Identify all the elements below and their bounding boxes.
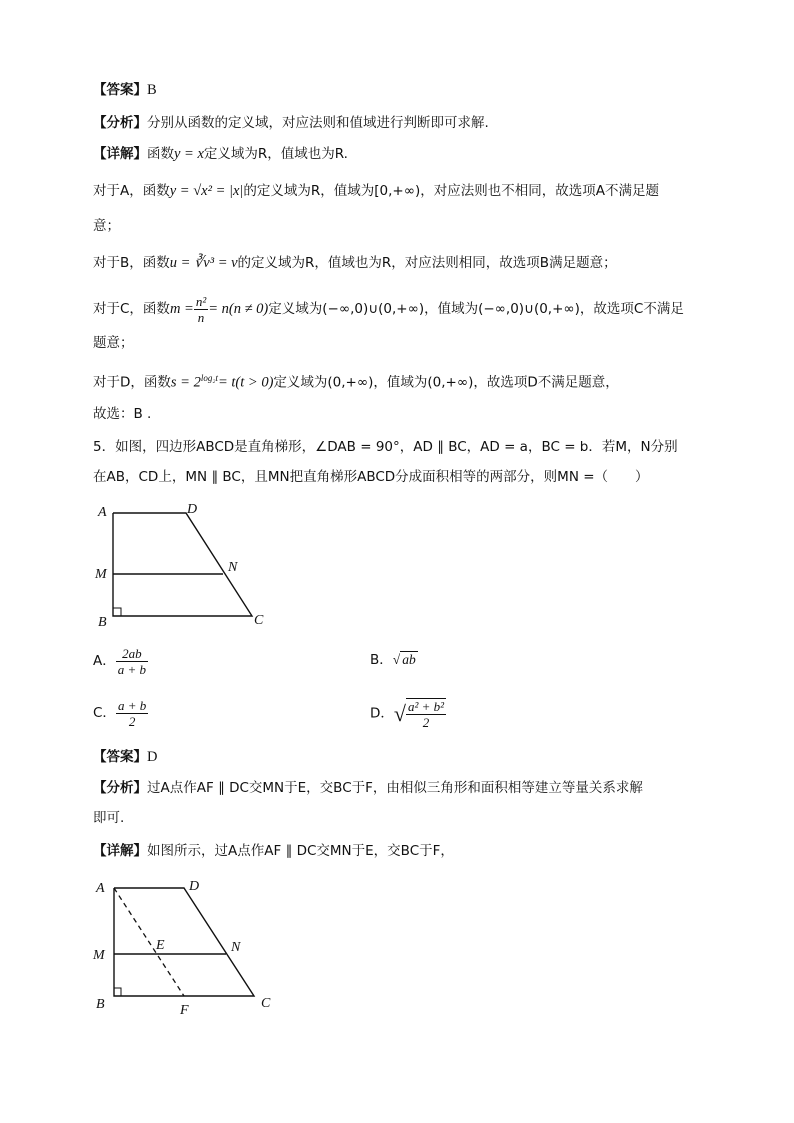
option-c-analysis (93, 292, 724, 326)
option-a-function: y = √x² = |x| (169, 183, 244, 199)
option-a (93, 645, 148, 677)
option-d-prefix: 对于D，函数 (93, 374, 171, 391)
option-b (370, 650, 418, 670)
option-c-denominator: n (197, 309, 205, 325)
choose-line-1 (93, 404, 724, 424)
answer-value: B (147, 82, 157, 98)
label-m-2: M (93, 948, 105, 963)
question-5-line-1 (93, 437, 724, 457)
option-d-numerator: a² + b² (407, 698, 445, 714)
answer-value-2: D (147, 749, 158, 765)
option-a-denominator: a + b (117, 661, 147, 677)
analysis-line-2-cont (93, 808, 724, 828)
option-c-continued (93, 333, 724, 353)
trapezoid-figure-2 (88, 872, 288, 1022)
option-b-conclusion: 的定义域为R，值域也为R，对应法则相同，故选项B满足题意； (237, 255, 617, 271)
option-a-numerator: 2ab (116, 646, 148, 662)
answer-line-2 (93, 747, 724, 767)
trapezoid-figure-1 (90, 498, 280, 633)
option-d-exponent: log₂t (200, 373, 218, 383)
option-d (370, 696, 446, 731)
label-m: M (95, 567, 107, 582)
question-5-text-1: 5．如图，四边形ABCD是直角梯形，∠DAB = 90°，AD ∥ BC，AD = a，BC = b．若M，N分别 (93, 439, 678, 455)
option-c-numerator: n² (195, 293, 207, 309)
question-5-line-2 (93, 467, 724, 487)
answer-tag: 【答案】 (93, 82, 147, 98)
option-d-function: s = 2 (170, 374, 201, 391)
analysis-text-2-cont: 即可. (93, 810, 125, 826)
option-a-conclusion: 的定义域为R，值域为[0,+∞)，对应法则也不相同，故选项A不满足题 (243, 183, 659, 199)
option-b-radicand: ab (402, 652, 416, 667)
option-c-label: C． (93, 705, 116, 721)
option-b-function: u = ∛v³ = v (169, 255, 238, 271)
label-b: B (98, 615, 107, 630)
option-c-fraction (194, 294, 208, 325)
option-d-function-rhs: = t(t > 0) (217, 374, 274, 391)
detail-text-b: 定义域为R，值域也为R. (203, 146, 348, 162)
option-c-numerator-choice: a + b (117, 697, 147, 713)
analysis-text: 分别从函数的定义域，对应法则和值域进行判断即可求解. (147, 115, 489, 131)
option-a-prefix: 对于A，函数 (93, 183, 170, 199)
option-a-label: A． (93, 653, 116, 669)
option-c (93, 697, 148, 729)
option-c-lhs: m = (169, 301, 194, 317)
option-c-fraction-choice (116, 698, 148, 729)
option-b-label: B． (370, 652, 393, 668)
choose-text: 故选：B . (93, 406, 152, 422)
option-b-analysis (93, 253, 724, 273)
answer-tag-2: 【答案】 (93, 749, 147, 765)
option-d-analysis (93, 368, 724, 393)
option-c-cont-text: 题意； (93, 335, 134, 351)
detail-line-1 (93, 144, 724, 164)
detail-text-a: 函数 (147, 146, 174, 162)
option-a-continued (93, 216, 724, 236)
label-a: A (98, 505, 107, 520)
option-c-prefix: 对于C，函数 (93, 301, 170, 317)
detail-function: y = x (174, 146, 204, 162)
detail-text-2: 如图所示，过A点作AF ∥ DC交MN于E，交BC于F， (147, 843, 454, 859)
option-b-prefix: 对于B，函数 (93, 255, 170, 271)
label-n-2: N (231, 940, 241, 955)
option-d-sqrt: √ $\frac{\text{a² + b²}}{2}$ (393, 698, 445, 730)
detail-tag-2: 【详解】 (93, 843, 147, 859)
question-5-text-2: 在AB，CD上，MN ∥ BC，且MN把直角梯形ABCD分成面积相等的两部分，则MN =（ ） (93, 469, 649, 485)
label-e-2: E (156, 938, 165, 953)
label-n: N (228, 560, 238, 575)
option-d-conclusion: 定义域为(0,+∞)，值域为(0,+∞)，故选项D不满足题意， (273, 374, 619, 391)
option-d-label: D． (370, 705, 394, 722)
analysis-line-1 (93, 113, 724, 133)
label-b-2: B (96, 997, 105, 1012)
option-d-denominator: 2 (422, 714, 430, 730)
detail-tag: 【详解】 (93, 146, 147, 162)
analysis-tag: 【分析】 (93, 115, 147, 131)
option-b-sqrt: √ ab (392, 652, 416, 667)
option-c-conclusion: 定义域为(−∞,0)∪(0,+∞)，值域为(−∞,0)∪(0,+∞)，故选项C不满足 (268, 301, 684, 317)
answer-line-1 (93, 80, 724, 100)
detail-line-2 (93, 841, 724, 861)
option-c-denominator-choice: 2 (128, 713, 136, 729)
label-a-2: A (96, 881, 105, 896)
label-c: C (254, 613, 264, 628)
analysis-line-2 (93, 778, 724, 798)
label-f-2: F (180, 1003, 189, 1018)
option-a-cont-text: 意； (93, 218, 120, 234)
option-a-analysis (93, 181, 724, 201)
label-c-2: C (261, 996, 271, 1011)
label-d-2: D (189, 879, 200, 894)
label-d: D (187, 502, 198, 517)
option-c-rhs: = n(n ≠ 0) (208, 301, 269, 317)
option-a-fraction (116, 646, 148, 677)
option-d-fraction (406, 698, 446, 730)
analysis-text-2: 过A点作AF ∥ DC交MN于E，交BC于F，由相似三角形和面积相等建立等量关系求解 (147, 780, 643, 796)
analysis-tag-2: 【分析】 (93, 780, 147, 796)
